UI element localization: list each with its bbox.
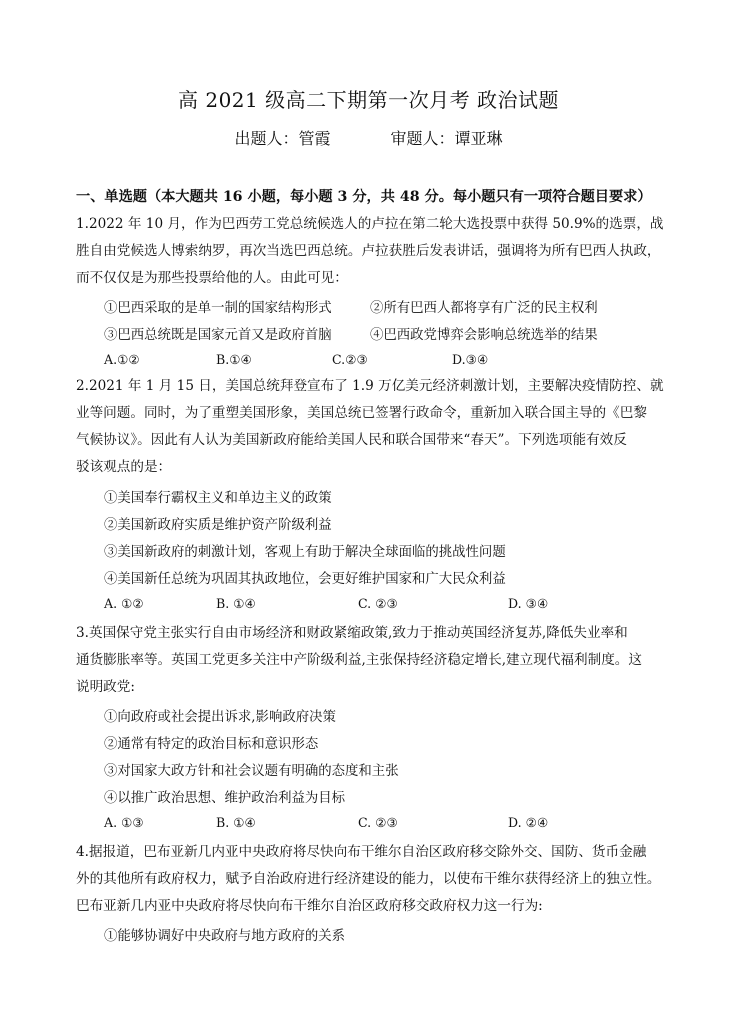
statement-2: ②所有巴西人都将享有广泛的民主权利 <box>370 301 598 316</box>
stem-line: 胜自由党候选人博索纳罗，再次当选巴西总统。卢拉获胜后发表讲话，强调将为所有巴西人执政， <box>76 243 661 259</box>
stem-line: 驳该观点的是： <box>76 459 172 475</box>
choice-c[interactable]: C. ②③ <box>358 596 398 611</box>
stem-line: 3.英国保守党主张实行自由市场经济和财政紧缩政策,致力于推动英国经济复苏,降低失业率和 <box>76 625 628 641</box>
stem-line: 业等问题。同时，为了重塑美国形象，美国总统已签署行政命令，重新加入联合国主导的《巴黎 <box>76 405 647 421</box>
choice-a[interactable]: A. ①③ <box>104 815 144 830</box>
question-2-stem <box>76 373 666 481</box>
statement-4: ④巴西政党博弈会影响总统选举的结果 <box>370 328 598 343</box>
statement-4: ④美国新任总统为巩固其执政地位，会更好维护国家和广大民众利益 <box>104 572 506 587</box>
choice-d[interactable]: D.③④ <box>452 352 489 367</box>
choice-d[interactable]: D. ③④ <box>508 596 549 611</box>
author-label: 出题人：管霞 <box>234 129 331 148</box>
statement-1: ①美国奉行霸权主义和单边主义的政策 <box>104 491 332 506</box>
stem-line: 气候协议》。因此有人认为美国新政府能给美国人民和联合国带来“春天”。下列选项能有效反 <box>76 432 627 448</box>
statement-1: ①巴西采取的是单一制的国家结构形式 <box>104 301 332 316</box>
stem-line: 外的其他所有政府权力，赋予自治政府进行经济建设的能力，以使布干维尔获得经济上的独立性。 <box>76 871 661 887</box>
choice-b[interactable]: B.①④ <box>216 352 252 367</box>
stem-line: 1.2022 年 10 月，作为巴西劳工党总统候选人的卢拉在第二轮大选投票中获得 50.9%的选票，战 <box>76 216 664 232</box>
choice-b[interactable]: B. ①④ <box>216 596 256 611</box>
choice-a[interactable]: A.①② <box>104 352 140 367</box>
stem-line: 4.据报道，巴布亚新几内亚中央政府将尽快向布干维尔自治区政府移交除外交、国防、货币金融 <box>76 844 647 860</box>
question-1-stem <box>76 211 666 292</box>
reviewer-label: 审题人：谭亚琳 <box>390 129 503 148</box>
stem-line: 而不仅仅是为那些投票给他的人。由此可见： <box>76 270 348 286</box>
section-heading: 一、单选题（本大题共 16 小题，每小题 3 分，共 48 分。每小题只有一项符合题目要求） <box>76 189 652 205</box>
statement-1: ①向政府或社会提出诉求,影响政府决策 <box>104 710 336 725</box>
stem-line: 通货膨胀率等。英国工党更多关注中产阶级利益,主张保持经济稳定增长,建立现代福利制度。这 <box>76 652 642 668</box>
stem-line: 2.2021 年 1 月 15 日，美国总统拜登宣布了 1.9 万亿美元经济刺激计划，主要解决疫情防控、就 <box>76 378 664 394</box>
choice-c[interactable]: C.②③ <box>332 352 368 367</box>
statement-3: ③美国新政府的刺激计划，客观上有助于解决全球面临的挑战性问题 <box>104 545 506 560</box>
stem-line: 说明政党: <box>76 679 135 695</box>
statement-2: ②通常有特定的政治目标和意识形态 <box>104 737 319 752</box>
statement-3: ③巴西总统既是国家元首又是政府首脑 <box>104 328 332 343</box>
choice-a[interactable]: A. ①② <box>104 596 144 611</box>
stem-line: 巴布亚新几内亚中央政府将尽快向布干维尔自治区政府移交政府权力这一行为: <box>76 898 543 914</box>
statement-1: ①能够协调好中央政府与地方政府的关系 <box>104 929 346 944</box>
statement-2: ②美国新政府实质是维护资产阶级利益 <box>104 518 332 533</box>
author-line <box>0 126 737 149</box>
statement-3: ③对国家大政方针和社会议题有明确的态度和主张 <box>104 764 399 779</box>
exam-title: 高 2021 级高二下期第一次月考 政治试题 <box>178 88 559 112</box>
question-4-stem <box>76 839 666 920</box>
statement-4: ④以推广政治思想、维护政治利益为目标 <box>104 791 346 806</box>
choice-c[interactable]: C. ②③ <box>358 815 398 830</box>
question-3-stem <box>76 620 666 701</box>
choice-d[interactable]: D. ②④ <box>508 815 549 830</box>
choice-b[interactable]: B. ①④ <box>216 815 256 830</box>
